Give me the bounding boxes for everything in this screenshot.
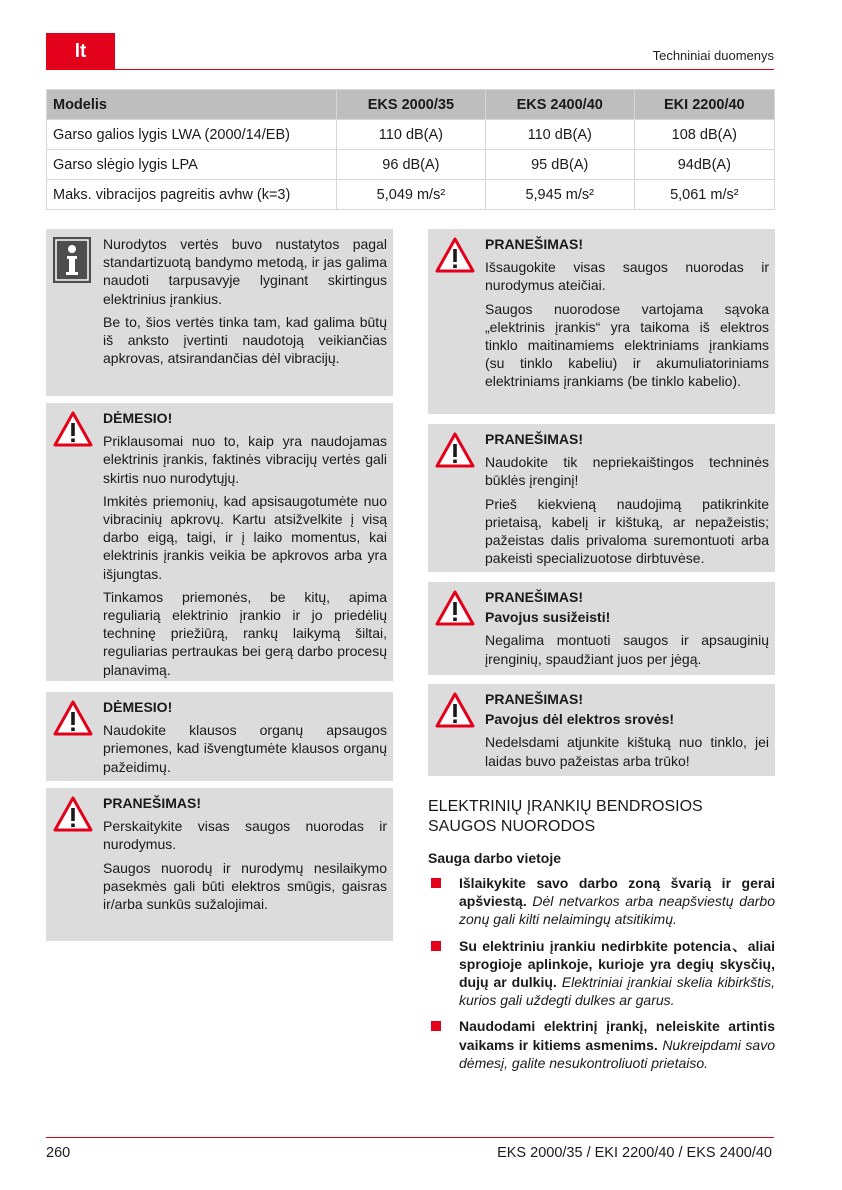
box-title: PRANEŠIMAS!	[485, 236, 584, 252]
paragraph: Nedelsdami atjunkite kištuką nuo tinklo, jei laidas buvo pažeistas arba trūko!	[485, 734, 769, 769]
table-cell: 94dB(A)	[634, 150, 774, 180]
paragraph: Negalima montuoti saugos ir apsauginių įrenginių, spaudžiant juos per jėgą.	[485, 632, 769, 667]
table-cell: 95 dB(A)	[485, 150, 634, 180]
box-title: DĖMESIO!	[103, 699, 173, 715]
warning-box	[428, 582, 775, 675]
warning-icon	[435, 432, 475, 472]
list-item	[428, 874, 775, 929]
table-row	[47, 150, 775, 180]
paragraph: Be to, šios vertės tinka tam, kad galima būtų iš anksto įvertinti naudotoją veikiančias apkrovas, atsirandančias dėl vibracijų.	[103, 313, 387, 367]
bullet-italic-text: Elektriniai įrankiai skelia kibirkštis, kurios gali uždegti dulkes ar garus.	[459, 974, 775, 1009]
subheading: Sauga darbo vietoje	[428, 850, 562, 866]
table-cell: 5,945 m/s²	[485, 180, 634, 210]
box-title: PRANEŠIMAS!	[485, 431, 584, 447]
header-title: Techniniai duomenys	[652, 48, 774, 63]
warning-box	[46, 788, 393, 941]
table-row	[47, 180, 775, 210]
footer-title: EKS 2000/35 / EKI 2200/40 / EKS 2400/40	[497, 1145, 772, 1161]
column-header: EKS 2000/35	[337, 90, 486, 120]
warning-box	[46, 692, 393, 781]
table-cell: 5,061 m/s²	[634, 180, 774, 210]
column-header: EKS 2400/40	[485, 90, 634, 120]
paragraph: Perskaitykite visas saugos nuorodas ir nurodymus.	[103, 818, 387, 853]
bullet-square-icon	[431, 878, 441, 888]
table-row	[47, 120, 775, 150]
list-item	[428, 1017, 775, 1072]
box-title: PRANEŠIMAS!	[485, 589, 584, 605]
bullet-italic-text: Nukreipdami savo dėmesį, galite nesukontroliuoti prietaiso.	[459, 1036, 775, 1071]
warning-box	[428, 684, 775, 776]
language-tab: lt	[46, 33, 115, 70]
paragraph: Saugos nuorodų ir nurodymų nesilaikymo pasekmės gali būti elektros smūgis, gaisras ir/arba sunkūs sužalojimai.	[103, 859, 387, 913]
paragraph: Saugos nuorodose vartojama sąvoka „elektrinis įrankis“ yra taikoma iš elektros tinklo maitinamiems elektriniams įrankiams (su tinklo kabeliu) ir akumuliatoriniams elektriniams įrankiams (be tinklo kabelio).	[485, 300, 769, 390]
paragraph: Priklausomai nuo to, kaip yra naudojamas elektrinis įrankis, faktinės vibracijų vertės gali skirtis nuo nurodytųjų.	[103, 433, 387, 486]
footer-rule	[46, 1137, 774, 1138]
warning-icon	[435, 237, 475, 277]
bullet-bold-text: Naudodami elektrinį įrankį, neleiskite artintis vaikams ir kitiems asmenims.	[459, 1018, 775, 1053]
box-title: DĖMESIO!	[103, 410, 173, 426]
page-number: 260	[46, 1145, 71, 1161]
bullet-bold-text: Išlaikykite savo darbo zoną švarią ir gerai apšviestą.	[459, 875, 775, 910]
box-title: PRANEŠIMAS!	[103, 795, 202, 811]
info-icon	[53, 237, 91, 287]
table-cell: 110 dB(A)	[337, 120, 486, 150]
table-header-row	[47, 90, 775, 120]
paragraph: Imkitės priemonių, kad apsisaugotumėte nuo vibracinių apkrovų. Kartu atsižvelkite į visą darbo eigą, taigi, ir į laiko momentus, kai elektrinis įrankis veikia be apkrovos arba yra išjungtas.	[103, 492, 387, 582]
warning-icon	[53, 796, 93, 836]
warning-icon	[53, 700, 93, 740]
paragraph: Naudokite tik nepriekaištingos techninės būklės įrenginį!	[485, 454, 769, 489]
table-cell: 5,049 m/s²	[337, 180, 486, 210]
warning-icon	[435, 590, 475, 630]
table-cell: 108 dB(A)	[634, 120, 774, 150]
column-header: Modelis	[47, 90, 337, 120]
bullet-square-icon	[431, 941, 441, 951]
paragraph: Tinkamos priemonės, be kitų, apima reguliarią elektrinio įrankio ir jo priedėlių techninę priežiūrą, rankų laikymą šiltai, reguliarias pertraukas bei gerą darbo procesų planavimą.	[103, 588, 387, 678]
bullet-square-icon	[431, 1021, 441, 1031]
header-rule	[46, 69, 774, 70]
bullet-bold-text: Su elektriniu įrankiu nedirbkite potencia、aliai sprogioje aplinkoje, kurioje yra degių skysčių, dujų ar dulkių.	[459, 937, 775, 991]
box-subtitle: Pavojus dėl elektros srovės!	[485, 711, 675, 728]
paragraph: Nurodytos vertės buvo nustatytos pagal standartizuotą bandymo metodą, ir jas galima naudoti tarpusavyje lyginant skirtingus elektrinius įrankius.	[103, 236, 387, 307]
warning-icon	[435, 692, 475, 732]
bullet-italic-text: Dėl netvarkos arba neapšviestų darbo zonų gali kilti nelaimingų atsitikimų.	[459, 893, 775, 928]
table-cell: Garso slėgio lygis LPA	[47, 150, 337, 180]
paragraph: Prieš kiekvieną naudojimą patikrinkite prietaisą, kabelį ir kištuką, ar nepažeistis; pažeistas dalis privaloma suremontuoti arba pakeisti specializuotose dirbtuvėse.	[485, 495, 769, 567]
table-cell: 110 dB(A)	[485, 120, 634, 150]
section-heading: ELEKTRINIŲ ĮRANKIŲ BENDROSIOS SAUGOS NUORODOS	[428, 798, 703, 835]
info-box	[46, 229, 393, 396]
table-cell: Garso galios lygis LWA (2000/14/EB)	[47, 120, 337, 150]
paragraph: Išsaugokite visas saugos nuorodas ir nurodymus ateičiai.	[485, 259, 769, 294]
table-cell: 96 dB(A)	[337, 150, 486, 180]
warning-box	[46, 403, 393, 681]
column-header: EKI 2200/40	[634, 90, 774, 120]
bullet-list	[428, 874, 775, 1080]
paragraph: Naudokite klausos organų apsaugos priemones, kad išvengtumėte klausos organų pažeidimų.	[103, 722, 387, 775]
specs-table	[46, 89, 775, 210]
table-cell: Maks. vibracijos pagreitis avhw (k=3)	[47, 180, 337, 210]
warning-box	[428, 424, 775, 572]
warning-icon	[53, 411, 93, 451]
box-title: PRANEŠIMAS!	[485, 691, 584, 707]
box-subtitle: Pavojus susižeisti!	[485, 609, 611, 626]
list-item	[428, 937, 775, 1010]
warning-box	[428, 229, 775, 414]
